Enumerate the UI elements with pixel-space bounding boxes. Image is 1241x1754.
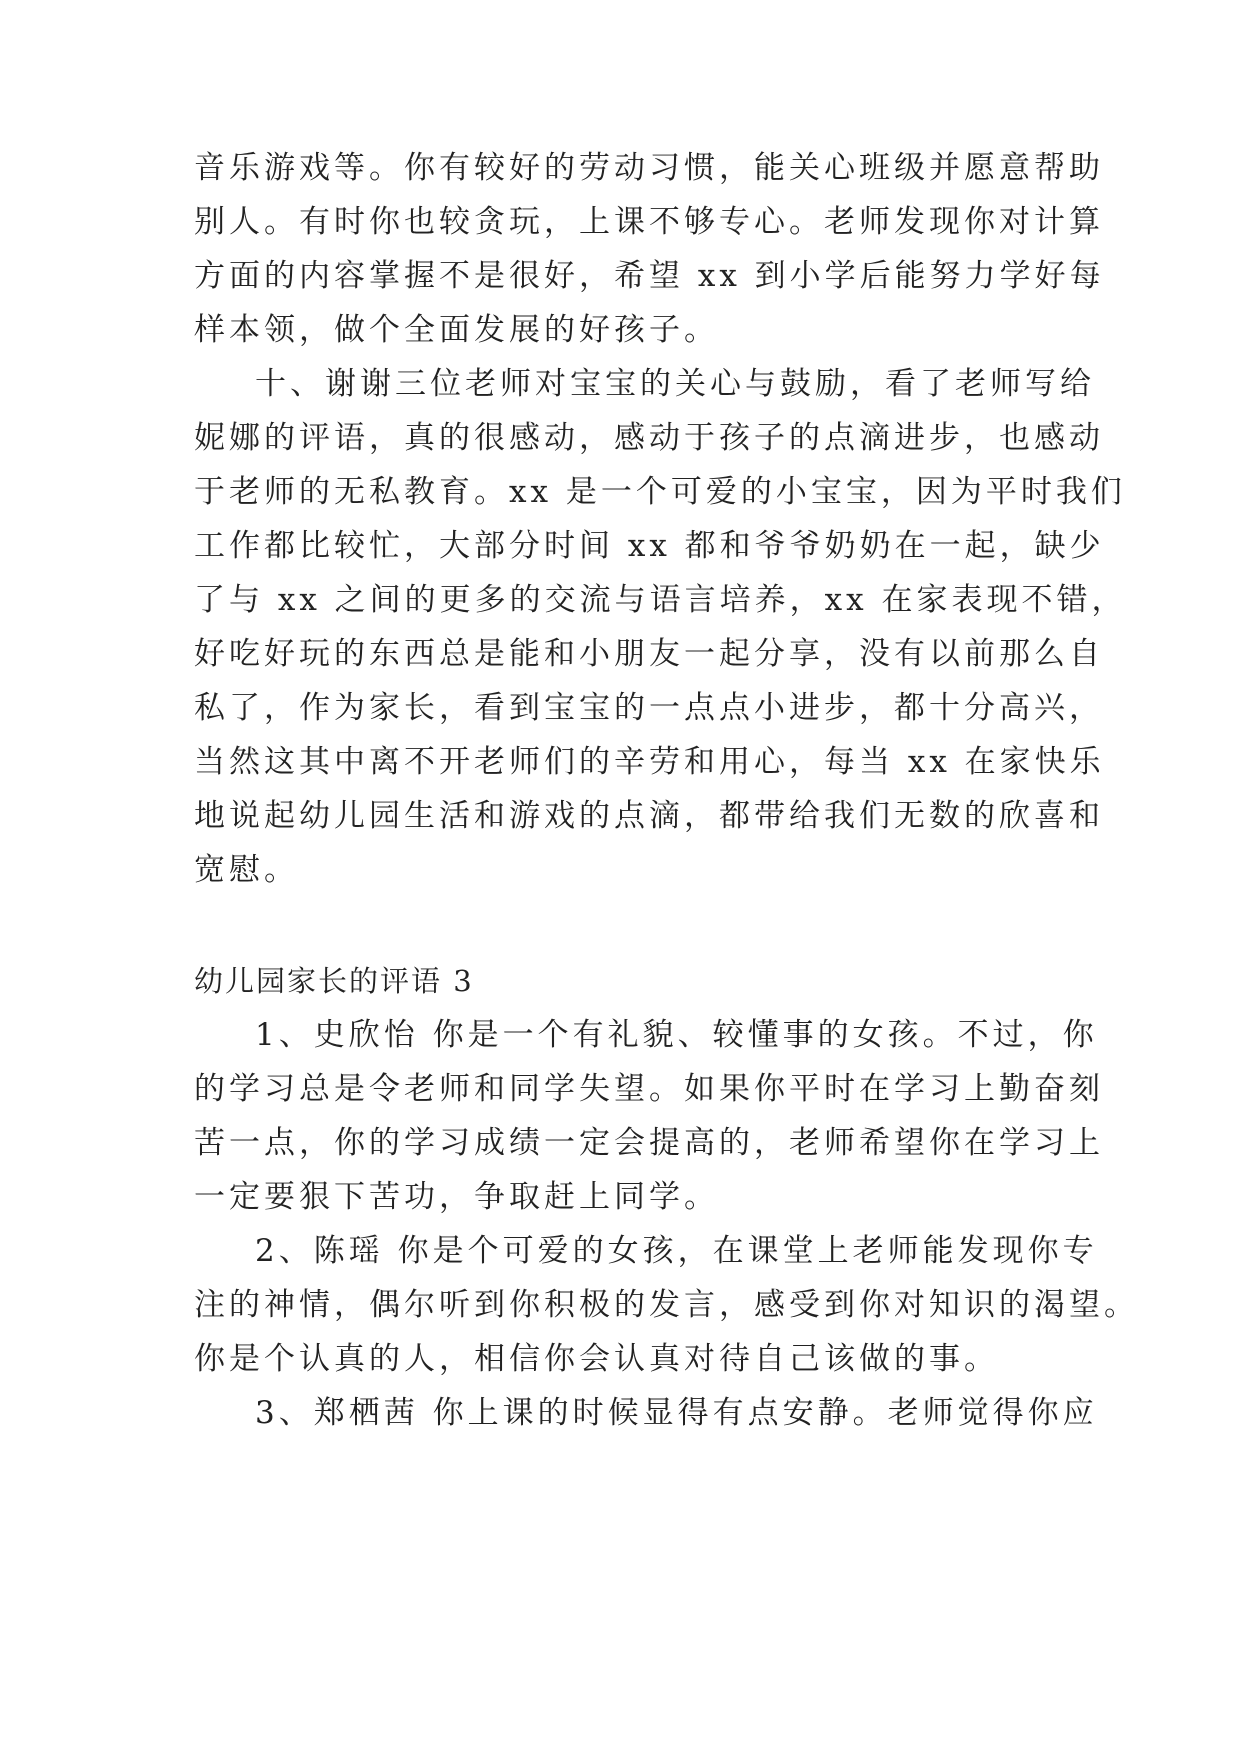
- paragraph-line: 一定要狠下苦功，争取赶上同学。: [194, 1179, 719, 1215]
- paragraph-line: 方面的内容掌握不是很好，希望 xx 到小学后能努力学好每: [194, 258, 1105, 294]
- paragraph-line: 1、史欣怡 你是一个有礼貌、较懂事的女孩。不过，你: [255, 1017, 1098, 1053]
- paragraph-line: 音乐游戏等。你有较好的劳动习惯，能关心班级并愿意帮助: [194, 150, 1104, 186]
- paragraph-line: 好吃好玩的东西总是能和小朋友一起分享，没有以前那么自: [194, 636, 1104, 672]
- paragraph-line: 2、陈瑶 你是个可爱的女孩，在课堂上老师能发现你专: [255, 1233, 1098, 1269]
- section-heading: 幼儿园家长的评语 3: [194, 964, 474, 998]
- paragraph-line: 你是个认真的人，相信你会认真对待自己该做的事。: [194, 1341, 999, 1377]
- paragraph-line: 妮娜的评语，真的很感动，感动于孩子的点滴进步，也感动: [194, 420, 1104, 456]
- paragraph-line: 地说起幼儿园生活和游戏的点滴，都带给我们无数的欣喜和: [194, 798, 1104, 834]
- paragraph-line: 苦一点，你的学习成绩一定会提高的，老师希望你在学习上: [194, 1125, 1104, 1161]
- paragraph-line: 于老师的无私教育。xx 是一个可爱的小宝宝，因为平时我们: [194, 474, 1126, 510]
- paragraph-line: 十、谢谢三位老师对宝宝的关心与鼓励，看了老师写给: [255, 366, 1095, 402]
- paragraph-line: 私了，作为家长，看到宝宝的一点点小进步，都十分高兴，: [194, 690, 1104, 726]
- paragraph-line: 当然这其中离不开老师们的辛劳和用心，每当 xx 在家快乐: [194, 744, 1105, 780]
- paragraph-line: 工作都比较忙，大部分时间 xx 都和爷爷奶奶在一起，缺少: [194, 528, 1105, 564]
- paragraph-line: 注的神情，偶尔听到你积极的发言，感受到你对知识的渴望。: [194, 1287, 1139, 1323]
- paragraph-line: 了与 xx 之间的更多的交流与语言培养，xx 在家表现不错，: [194, 582, 1127, 618]
- paragraph-line: 的学习总是令老师和同学失望。如果你平时在学习上勤奋刻: [194, 1071, 1104, 1107]
- paragraph-line: 3、郑栖茜 你上课的时候显得有点安静。老师觉得你应: [255, 1395, 1098, 1431]
- paragraph-line: 别人。有时你也较贪玩，上课不够专心。老师发现你对计算: [194, 204, 1104, 240]
- paragraph-line: 样本领，做个全面发展的好孩子。: [194, 312, 719, 348]
- paragraph-line: 宽慰。: [194, 852, 299, 888]
